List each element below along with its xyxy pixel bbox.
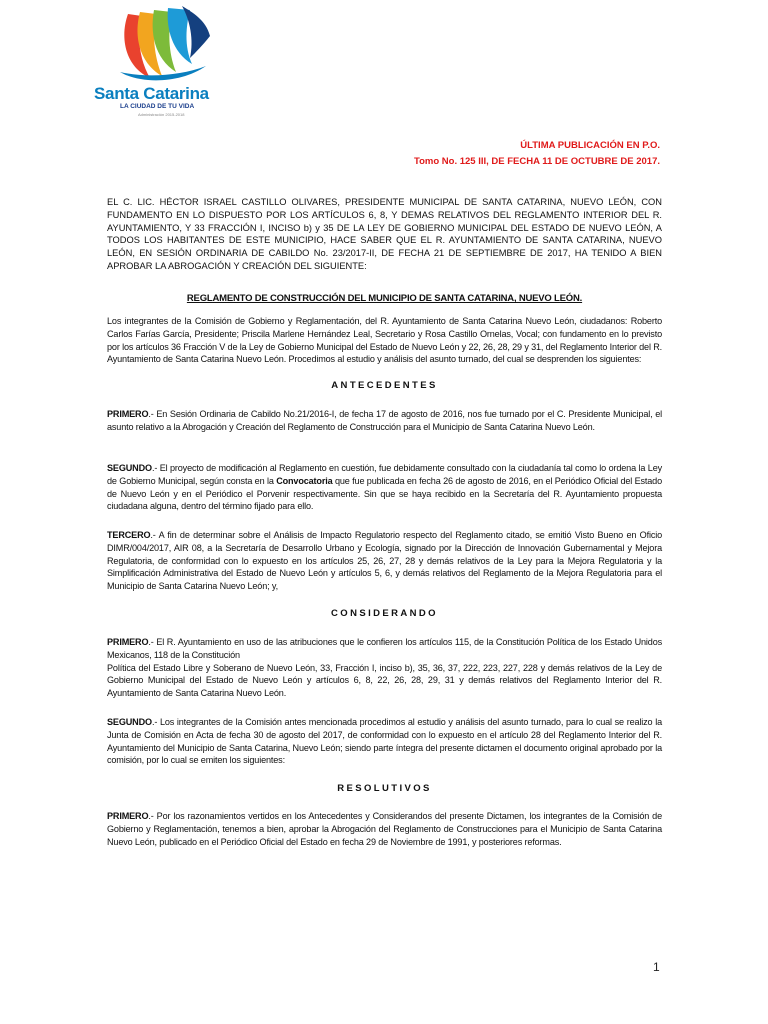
publication-volume: Tomo No. 125 III, DE FECHA 11 DE OCTUBRE DE 2017. bbox=[413, 156, 660, 167]
lead-primero: PRIMERO bbox=[107, 637, 149, 647]
considerando-segundo bbox=[107, 716, 662, 767]
convocatoria-bold: Convocatoria bbox=[276, 475, 333, 486]
resolutivos-primero bbox=[107, 810, 662, 848]
publication-note: ÚLTIMA PUBLICACIÓN EN P.O. bbox=[520, 140, 660, 151]
paragraph-text: .- Por los razonamientos vertidos en los Antecedentes y Considerandos del presente Dictamen, los integrantes de la Comisión de Gobierno y Reglamentación, tenemos a bien, aprobar la Abrogación del Reglamento de Construcciones para el Municipio de Santa Catarina Nuevo León, publicado en el Periódico Oficial del Estado en fecha 29 de Noviembre de 1991, y posteriores reformas. bbox=[107, 811, 662, 847]
heading-resolutivos: RESOLUTIVOS bbox=[337, 783, 432, 794]
lead-segundo: SEGUNDO bbox=[107, 717, 152, 727]
lead-segundo: SEGUNDO bbox=[107, 463, 152, 473]
logo-tagline: LA CIUDAD DE TU VIDA bbox=[120, 103, 195, 110]
paragraph-text: .- En Sesión Ordinaria de Cabildo No.21/2016-I, de fecha 17 de agosto de 2016, nos fue turnado por el C. Presidente Municipal, el asunto relativo a la Abrogación y Creación del Reglamento de Construcción para el Municipio de Santa Catarina Nuevo León. bbox=[107, 409, 662, 432]
santa-catarina-emblem bbox=[110, 6, 220, 84]
logo-administration: Administración 2015-2018 bbox=[138, 112, 185, 117]
paragraph-text: .- A fin de determinar sobre el Análisis de Impacto Regulatorio respecto del Reglamento citado, se emitió Visto Bueno en Oficio DIMR/004/2017, AIR 08, a la Secretaría de Desarrollo Urbano y Ecología, signado por la Dirección de Innovación Gubernamental y Mejora Regulatoria, de conformidad con lo expuesto en los artículos 25, 26, 27, 28 y demás relativos de la Ley para la Mejora Regulatoria y la Simplificación Administrativa del Estado de Nuevo León y artículos 5, 6, y demás relativos del Reglamento de la Mejora Regulatoria para el Municipio de Santa Catarina Nuevo León; y, bbox=[107, 530, 662, 592]
lead-primero: PRIMERO bbox=[107, 811, 149, 821]
paragraph-text: .- El proyecto de modificación al Reglamento en cuestión, fue debidamente consultado con la ciudadanía tal como lo ordena la Ley de Gobierno Municipal, según consta en la bbox=[107, 463, 662, 486]
intro-paragraph: EL C. LIC. HÉCTOR ISRAEL CASTILLO OLIVARES, PRESIDENTE MUNICIPAL DE SANTA CATARINA, NUEVO LEÓN, CON FUNDAMENTO EN LO DISPUESTO POR LOS ARTÍCULOS 6, 8, Y DEMAS RELATIVOS DEL REGLAMENTO INTERIOR DEL R. AYUNTAMIENTO, Y 33 FRACCIÓN I, INCISO b) y 35 DE LA LEY DE GOBIERNO MUNICIPAL DEL ESTADO DE NUEVO LEÓN, A TODOS LOS HABITANTES DE ESTE MUNICIPIO, HACE SABER QUE EL R. AYUNTAMIENTO DE SANTA CATARINA, NUEVO LEÓN, EN SESIÓN ORDINARIA DE CABILDO No. 23/2017-II, DE FECHA 21 DE SEPTIEMBRE DE 2017, HA TENIDO A BIEN APROBAR LA ABROGACIÓN Y CREACIÓN DEL SIGUIENTE: bbox=[107, 197, 662, 271]
lead-tercero: TERCERO bbox=[107, 530, 151, 540]
paragraph-text: que fue publicada en fecha 26 de agosto de 2016, en el Periódico Oficial del Estado de Nuevo León y en el Periódico el Porvenir respectivamente. Sin que se haya recibido en la Secretaría del R. Ayuntamiento propuesta ciudadana alguna, dentro del término fijado para ello. bbox=[107, 475, 662, 512]
members-paragraph: Los integrantes de la Comisión de Gobierno y Reglamentación, del R. Ayuntamiento de Santa Catarina Nuevo León, ciudadanos: Roberto Carlos Farías García, Presidente; Priscila Marlene Hernández Leal, Secretario y Rosa Castillo Ornelas, Vocal; con fundamento en lo previsto por los artículos 36 Fracción V de la Ley de Gobierno Municipal del Estado de Nuevo León y 22, 26, 28, 29 y 31, del Reglamento Interior del R. Ayuntamiento de Santa Catarina Nuevo León. Procedimos al estudio y análisis del asunto turnado, del cual se desprenden los siguientes: bbox=[107, 316, 662, 365]
antecedentes-tercero bbox=[107, 529, 662, 593]
antecedentes-segundo bbox=[107, 462, 662, 513]
lead-primero: PRIMERO bbox=[107, 409, 149, 419]
logo-name: Santa Catarina bbox=[94, 84, 209, 103]
antecedentes-primero bbox=[107, 408, 662, 434]
page-number: 1 bbox=[653, 960, 660, 974]
paragraph-text: .- Los integrantes de la Comisión antes mencionada procedimos al estudio y análisis del asunto turnado, para lo cual se realizo la Junta de Comisión en Acta de fecha 30 de agosto del 2017, de conformidad con lo expuesto en el artículo 28 del Reglamento Interior del R. Ayuntamiento del Municipio de Santa Catarina, Nuevo León; siendo parte íntegra del presente dictamen el documento original aprobado por la comisión, por lo cual se emiten los siguientes: bbox=[107, 717, 662, 766]
heading-antecedentes: ANTECEDENTES bbox=[331, 380, 438, 391]
municipal-logo bbox=[94, 6, 244, 118]
considerando-primero bbox=[107, 636, 662, 700]
paragraph-text: .- El R. Ayuntamiento en uso de las atribuciones que le confieren los artículos 115, de la Constitución Política de los Estado Unidos Mexicanos, 118 de la Constitución bbox=[107, 637, 662, 660]
paragraph-text: Política del Estado Libre y Soberano de Nuevo León, 33, Fracción I, inciso b), 35, 36, 37, 222, 223, 227, 228 y demás relativos de la Ley de Gobierno Municipal del Estado de Nuevo León y artículos 6, 8, 22, 26, 28, 29, 31 y demás relativos del Reglamento Interior del R. Ayuntamiento de Santa Catarina Nuevo León. bbox=[107, 662, 662, 699]
heading-considerando: CONSIDERANDO bbox=[331, 608, 438, 619]
regulation-title: REGLAMENTO DE CONSTRUCCIÓN DEL MUNICIPIO DE SANTA CATARINA, NUEVO LEÓN. bbox=[186, 293, 583, 304]
